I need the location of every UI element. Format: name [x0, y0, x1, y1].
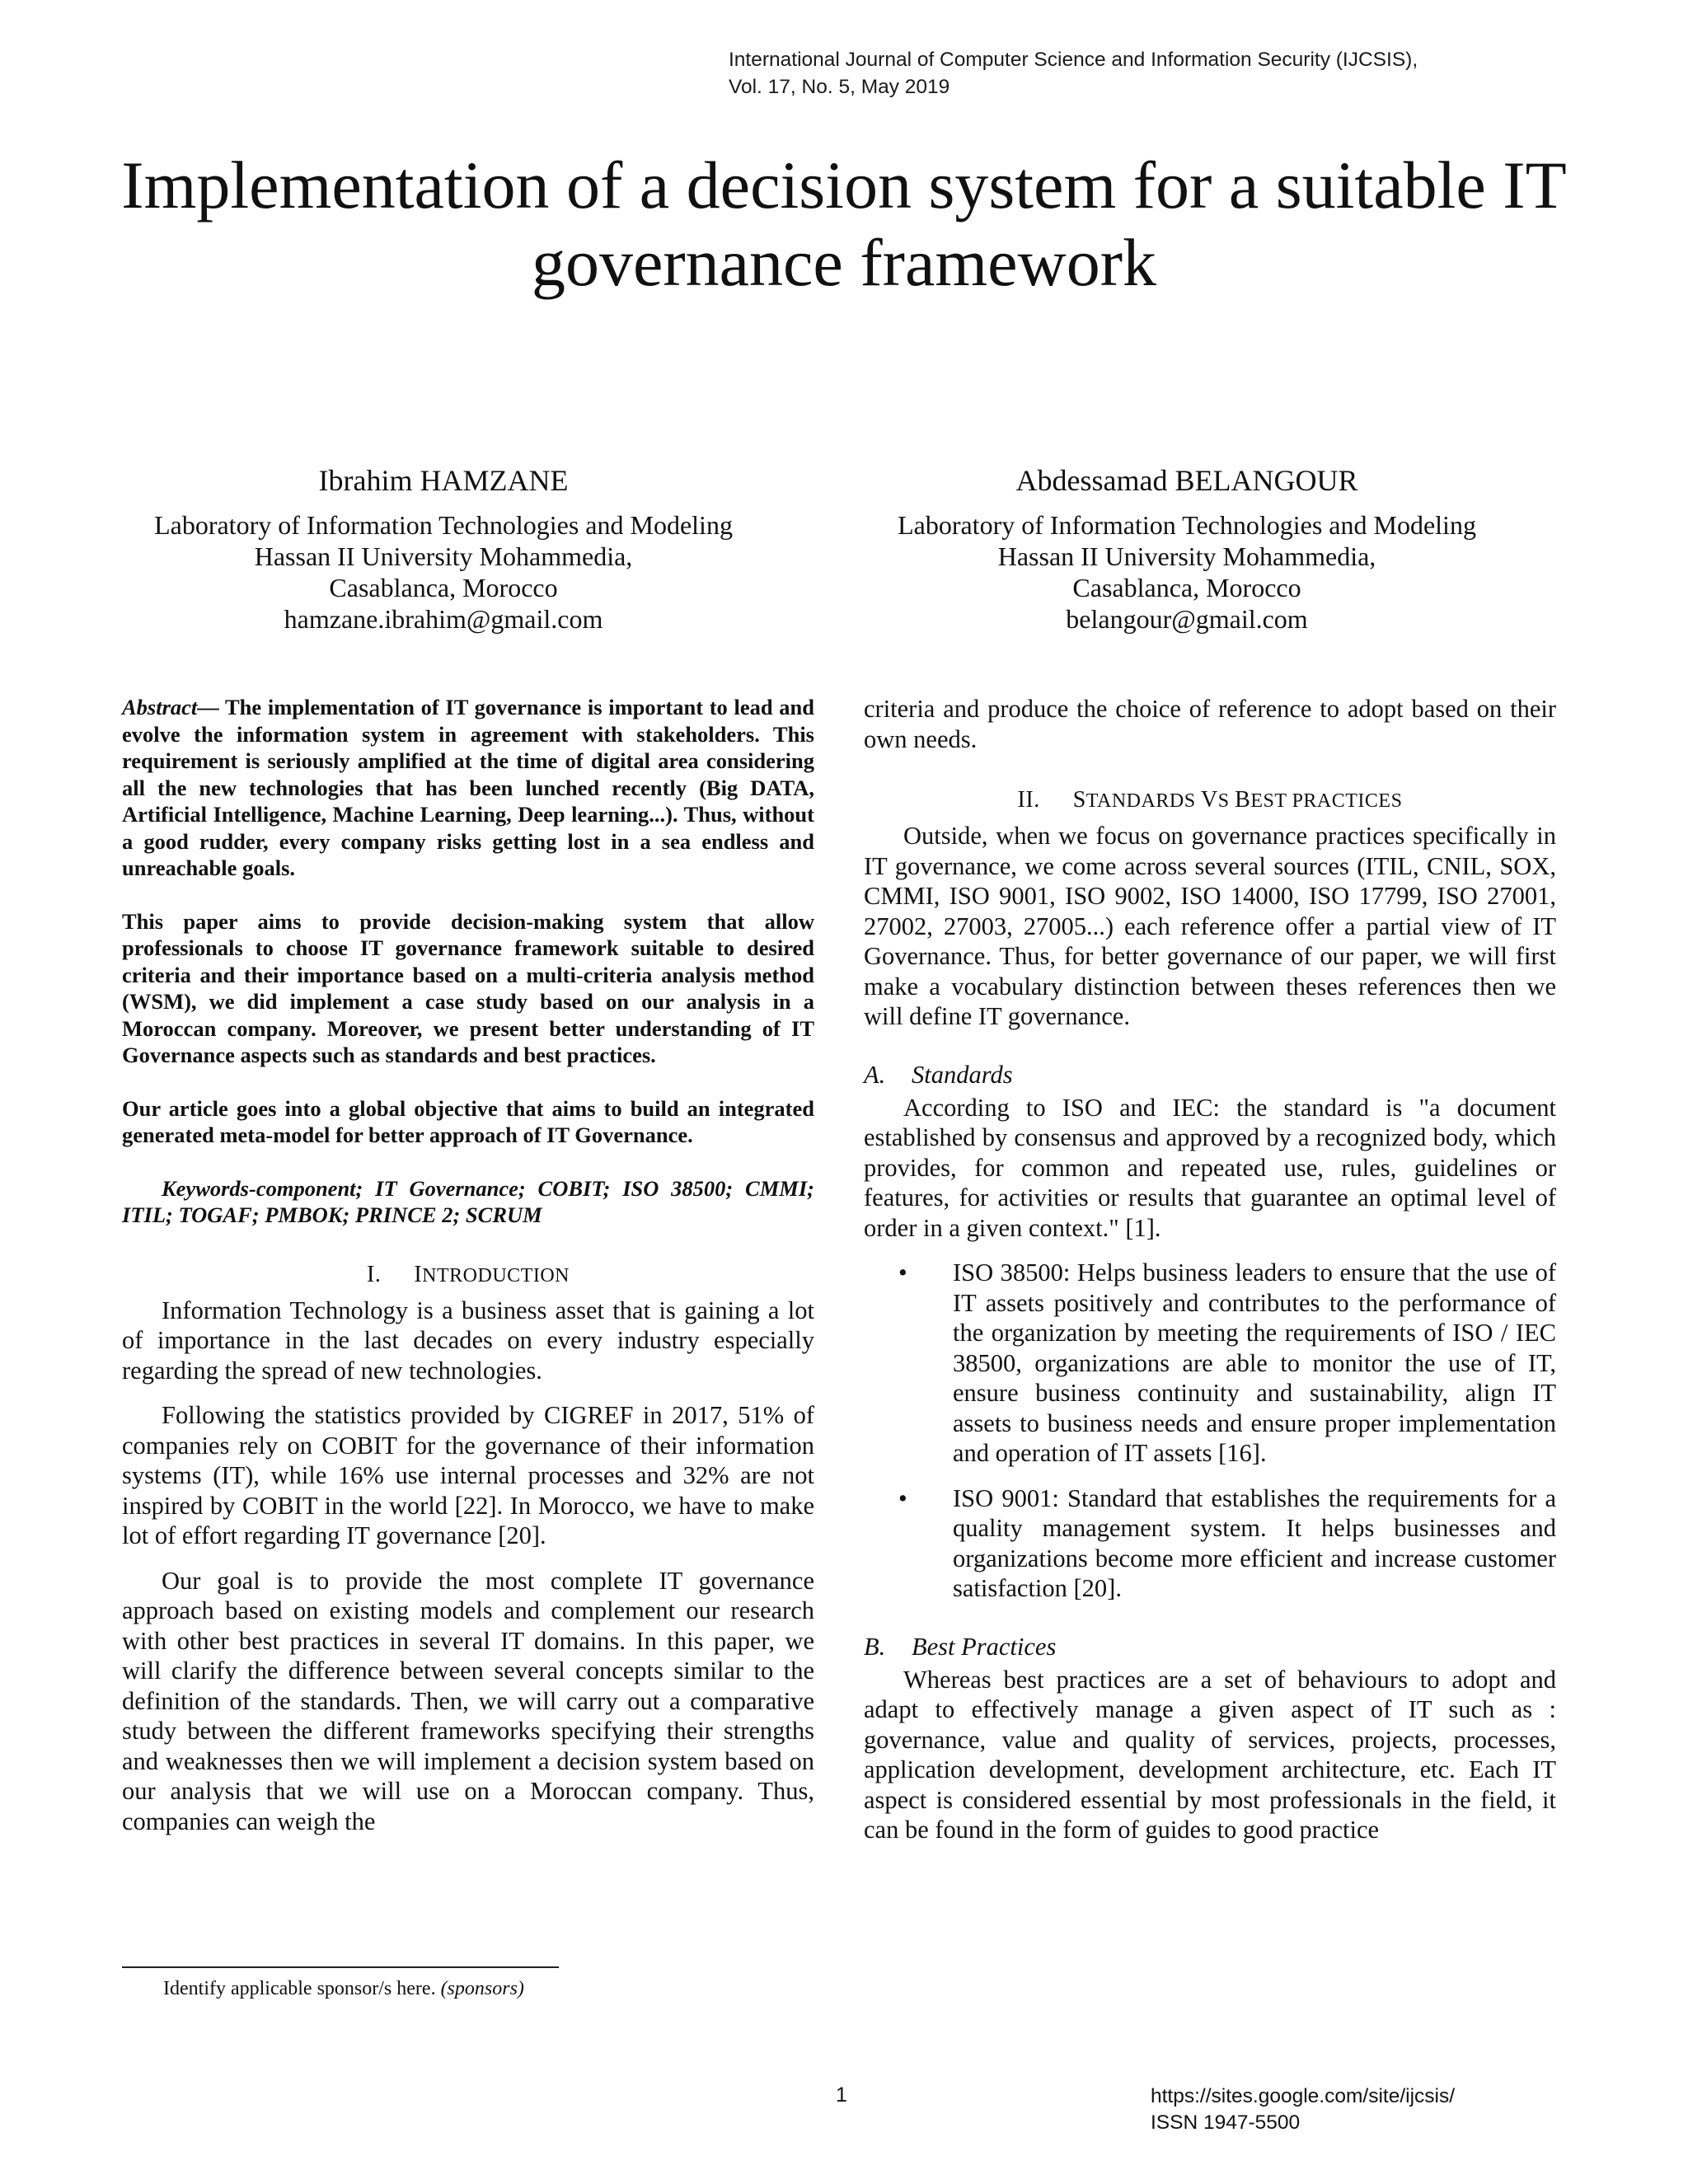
journal-volume: Vol. 17, No. 5, May 2019	[729, 76, 950, 98]
subsection-heading-best-practices: B. Best Practices	[864, 1632, 1057, 1661]
continuation-paragraph: criteria and produce the choice of reference to adopt based on their own needs.	[864, 695, 1556, 753]
list-item: • ISO 38500: Helps business leaders to ensure that the use of IT assets positively and contributes to the performance of the organization by meeting the requirements of ISO / IEC 38500, organizations are able to monitor the use of IT, ensure business continuity and sustainability, align IT assets to business needs and ensure proper implementation and operation of IT assets [16].	[898, 1258, 1556, 1467]
body-paragraph: Outside, when we focus on governance practices specifically in IT governance, we come across several sources (ITIL, CNIL, SOX, CMMI, ISO 9001, ISO 9002, ISO 14000, ISO 17799, ISO 27001, 27002, 27003, 27005...) each reference offer a partial view of IT Governance. Thus, for better governance of our paper, we will first make a vocabulary distinction between theses references then we will define IT governance.	[864, 822, 1556, 1030]
author-email: belangour@gmail.com	[1066, 604, 1308, 634]
page-number: 1	[836, 2083, 847, 2107]
footer-journal-info	[1151, 2083, 1455, 2136]
author-lab: Laboratory of Information Technologies and Modeling	[898, 510, 1476, 540]
footer-issn: ISSN 1947-5500	[1151, 2111, 1301, 2134]
author-name: Abdessamad BELANGOUR	[1015, 464, 1358, 497]
author-block-1	[122, 463, 765, 635]
body-paragraph: Information Technology is a business asset that is gaining a lot of importance in the last decades on every industry especially regarding the spread of new technologies.	[122, 1296, 814, 1385]
author-lab: Laboratory of Information Technologies and Modeling	[154, 510, 733, 540]
right-column	[864, 694, 1556, 1860]
abstract	[122, 694, 814, 1149]
author-email: hamzane.ibrahim@gmail.com	[284, 604, 603, 634]
section-heading-standards-vs-best-practices: II. STANDARDS VS BEST PRACTICES	[1017, 787, 1403, 813]
standards-list	[864, 1258, 1556, 1604]
body-paragraph: Following the statistics provided by CIGREF in 2017, 51% of companies rely on COBIT for the governance of their information systems (IT), while 16% use internal processes and 32% are not inspired by COBIT in the world [22]. In Morocco, we have to make lot of effort regarding IT governance [20].	[122, 1401, 814, 1549]
bullet-icon: •	[898, 1258, 907, 1286]
author-city: Casablanca, Morocco	[1072, 573, 1301, 602]
author-name: Ibrahim HAMZANE	[318, 464, 569, 497]
title-line-2: governance framework	[531, 225, 1157, 300]
author-university: Hassan II University Mohammedia,	[997, 541, 1376, 571]
journal-name: International Journal of Computer Science and Information Security (IJCSIS),	[729, 49, 1418, 71]
footnote-divider	[122, 1966, 559, 1968]
author-block-2	[865, 463, 1508, 635]
body-paragraph: Whereas best practices are a set of behaviours to adopt and adapt to effectively manage a given aspect of IT such as : governance, value and quality of services, projects, processes, application development, development architecture, etc. Each IT aspect is considered essential by most professionals in the field, it can be found in the form of guides to good practice	[864, 1665, 1556, 1844]
subsection-heading-standards: A. Standards	[864, 1060, 1013, 1089]
abstract-paragraph-1: Abstract— The implementation of IT governance is important to lead and evolve the information system in agreement with stakeholders. This requirement is seriously amplified at the time of digital area considering all the new technologies that has been lunched recently (Big DATA, Artificial Intelligence, Machine Learning, Deep learning...). Thus, without a good rudder, every company risks getting lost in a sea endless and unreachable goals.	[122, 695, 814, 880]
footnote: Identify applicable sponsor/s here. (sponsors)	[163, 1978, 524, 1999]
body-paragraph: According to ISO and IEC: the standard is "a document established by consensus and approved by a recognized body, which provides, for common and repeated use, rules, guidelines or features, for activities or results that guarantee an optimal level of order in a given context." [1].	[864, 1093, 1556, 1242]
abstract-paragraph-2: This paper aims to provide decision-making system that allow professionals to choose IT governance framework suitable to desired criteria and their importance based on a multi-criteria analysis method (WSM), we did implement a case study based on our analysis in a Moroccan company. Moreover, we present better understanding of IT Governance aspects such as standards and best practices.	[122, 908, 814, 1067]
section-heading-introduction: I. INTRODUCTION	[367, 1261, 570, 1287]
left-column	[122, 694, 814, 1851]
paper-title	[0, 147, 1688, 302]
bullet-icon: •	[898, 1483, 907, 1512]
journal-header	[729, 46, 1418, 101]
title-line-1: Implementation of a decision system for a suitable IT	[121, 148, 1567, 223]
body-paragraph: Our goal is to provide the most complete IT governance approach based on existing models and complement our research with other best practices in several IT domains. In this paper, we will clarify the difference between several concepts similar to the definition of the standards. Then, we will carry out a comparative study between the different frameworks specifying their strengths and weaknesses then we will implement a decision system based on our analysis that we will use on a Moroccan company. Thus, companies can weigh the	[122, 1566, 814, 1835]
abstract-paragraph-3: Our article goes into a global objective that aims to build an integrated generated meta-model for better approach of IT Governance.	[122, 1095, 814, 1147]
keywords: Keywords-component; IT Governance; COBIT; ISO 38500; CMMI; ITIL; TOGAF; PMBOK; PRINCE 2; SCRUM	[122, 1175, 814, 1227]
list-item: • ISO 9001: Standard that establishes the requirements for a quality management system. It helps businesses and organizations become more efficient and increase customer satisfaction [20].	[898, 1483, 1556, 1602]
abstract-lead: Abstract	[122, 695, 198, 719]
author-city: Casablanca, Morocco	[329, 573, 558, 602]
footer-url[interactable]: https://sites.google.com/site/ijcsis/	[1151, 2085, 1456, 2107]
author-university: Hassan II University Mohammedia,	[254, 541, 633, 571]
